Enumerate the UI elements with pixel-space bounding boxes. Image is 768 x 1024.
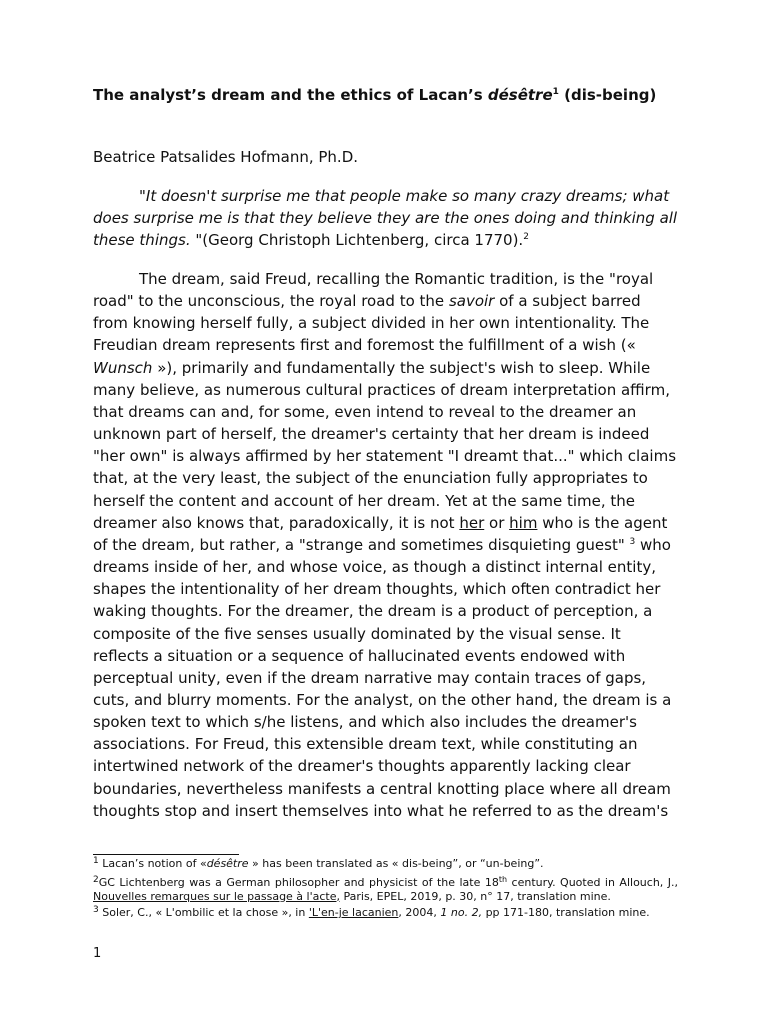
footnote-3: $^3$ Soler, C., « L'ombilic et la chose », in 'L'en-je lacanien, 2004, 1 no. 2, pp 171-180, translation mine. (93, 905, 650, 919)
footnote-ref-2[interactable]: 2 (523, 232, 529, 243)
epigraph (93, 185, 678, 252)
document-title: The analyst’s dream and the ethics of Lacan’s désêtre$^1$ (dis-being) (93, 86, 657, 104)
footnote-separator (93, 854, 239, 855)
page-number: 1 (93, 946, 102, 961)
footnote-ref-1[interactable]: 1 (552, 87, 559, 97)
epigraph-quote: "It doesn't surprise me that people make so many crazy dreams; what does surprise me is that they believe they are the ones doing and thinking all these things. (93, 187, 678, 250)
author-name: Beatrice Patsalides Hofmann, Ph.D. (93, 148, 359, 166)
footnote-2: $^2$GC Lichtenberg was a German philosopher and physicist of the late 18th century. Quoted in Allouch, J., Nouvelles remarques sur le passage à l'acte, Paris, EPEL, 2019, p. 30, n° 17, translation mine. (93, 875, 678, 903)
footnote-ref-3[interactable]: 3 (629, 536, 636, 547)
body-paragraph: The dream, said Freud, recalling the Romantic tradition, is the "royal road" to the unconscious, the royal road to the savoir of a subject barred from knowing herself fully, a subject divided in her own intentionality. The Freudian dream represents first and foremost the fulfillment of a wish (« Wunsch »), primarily and fundamentally the subject's wish to sleep. While many believe, as numerous cultural practices of dream interpretation affirm, that dreams can and, for some, even intend to reveal to the dreamer an unknown part of herself, the dreamer's certainty that her dream is indeed "her own" is always affirmed by her statement "I dreamt that..." which claims that, at the very least, the subject of the enunciation fully appropriates to herself the content and account of her dream. Yet at the same time, the dreamer also knows that, paradoxically, it is not her or him who is the agent of the dream, but rather, a "strange and sometimes disquieting guest" $^3$ who dreams inside of her, and whose voice, as though a distinct internal entity, shapes the intentionality of her dream thoughts, which often contradict her waking thoughts. For the dreamer, the dream is a product of perception, a composite of the five senses usually dominated by the visual sense. It reflects a situation or a sequence of hallucinated events endowed with perceptual unity, even if the dream narrative may contain traces of gaps, cuts, and blurry moments. For the analyst, on the other hand, the dream is a spoken text to which s/he listens, and which also includes the dreamer's associations. For Freud, this extensible dream text, while constituting an intertwined network of the dreamer's thoughts apparently lacking clear boundaries, nevertheless manifests a central knotting place where all dream thoughts stop and insert themselves into what he referred to as the dream's (93, 270, 677, 820)
epigraph-attribution: "(Georg Christoph Lichtenberg, circa 1770). (190, 231, 524, 250)
footnote-3-journal-title: 'L'en-je lacanien (308, 906, 399, 919)
footnote-1: $^1$ Lacan’s notion of «désêtre » has been translated as « dis-being”, or “un-being”. (93, 856, 544, 870)
footnote-2-book-title: Nouvelles remarques sur le passage à l'acte, (93, 889, 340, 903)
